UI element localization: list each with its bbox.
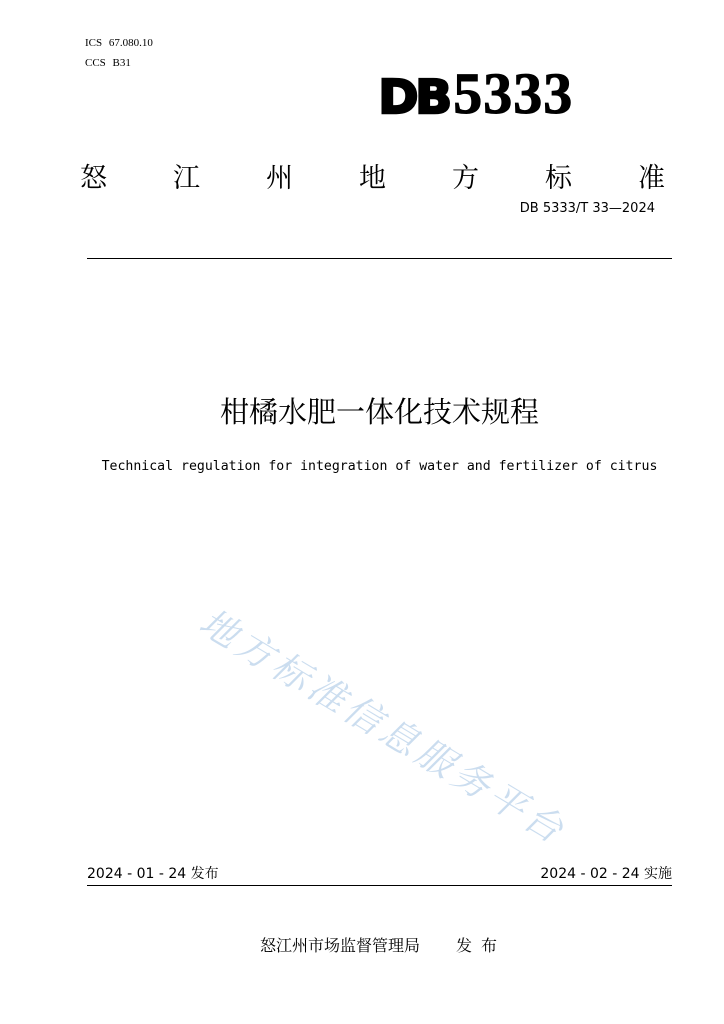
bottom-divider xyxy=(87,885,672,886)
ccs-code: CCS B31 xyxy=(85,57,131,69)
category-char: 准 xyxy=(638,163,665,194)
issue-date: 2024 - 01 - 24 发布 xyxy=(87,866,219,882)
category-char: 江 xyxy=(173,163,200,194)
top-divider xyxy=(87,258,672,259)
logo-db-text: DB xyxy=(378,70,449,124)
category-char: 标 xyxy=(545,163,572,194)
category-char: 州 xyxy=(266,163,293,194)
watermark: 地方标准信息服务平台 xyxy=(192,600,575,854)
standard-number: DB 5333/T 33—2024 xyxy=(519,201,655,216)
issuer-name: 怒江州市场监督管理局 xyxy=(259,936,420,955)
category-char: 地 xyxy=(359,163,386,194)
category-char: 怒 xyxy=(80,163,107,194)
ics-code: ICS 67.080.10 xyxy=(85,37,153,49)
logo-code-text: 5333 xyxy=(453,61,574,126)
title-english: Technical regulation for integration of water and fertilizer of citrus xyxy=(101,459,658,474)
implementation-date: 2024 - 02 - 24 实施 xyxy=(540,866,672,882)
issuer xyxy=(87,935,672,957)
db-logo xyxy=(378,60,574,126)
issuer-action: 发 布 xyxy=(455,936,500,955)
standard-category xyxy=(80,162,665,196)
category-char: 方 xyxy=(452,163,479,194)
title-chinese: 柑橘水肥一体化技术规程 xyxy=(219,395,539,429)
